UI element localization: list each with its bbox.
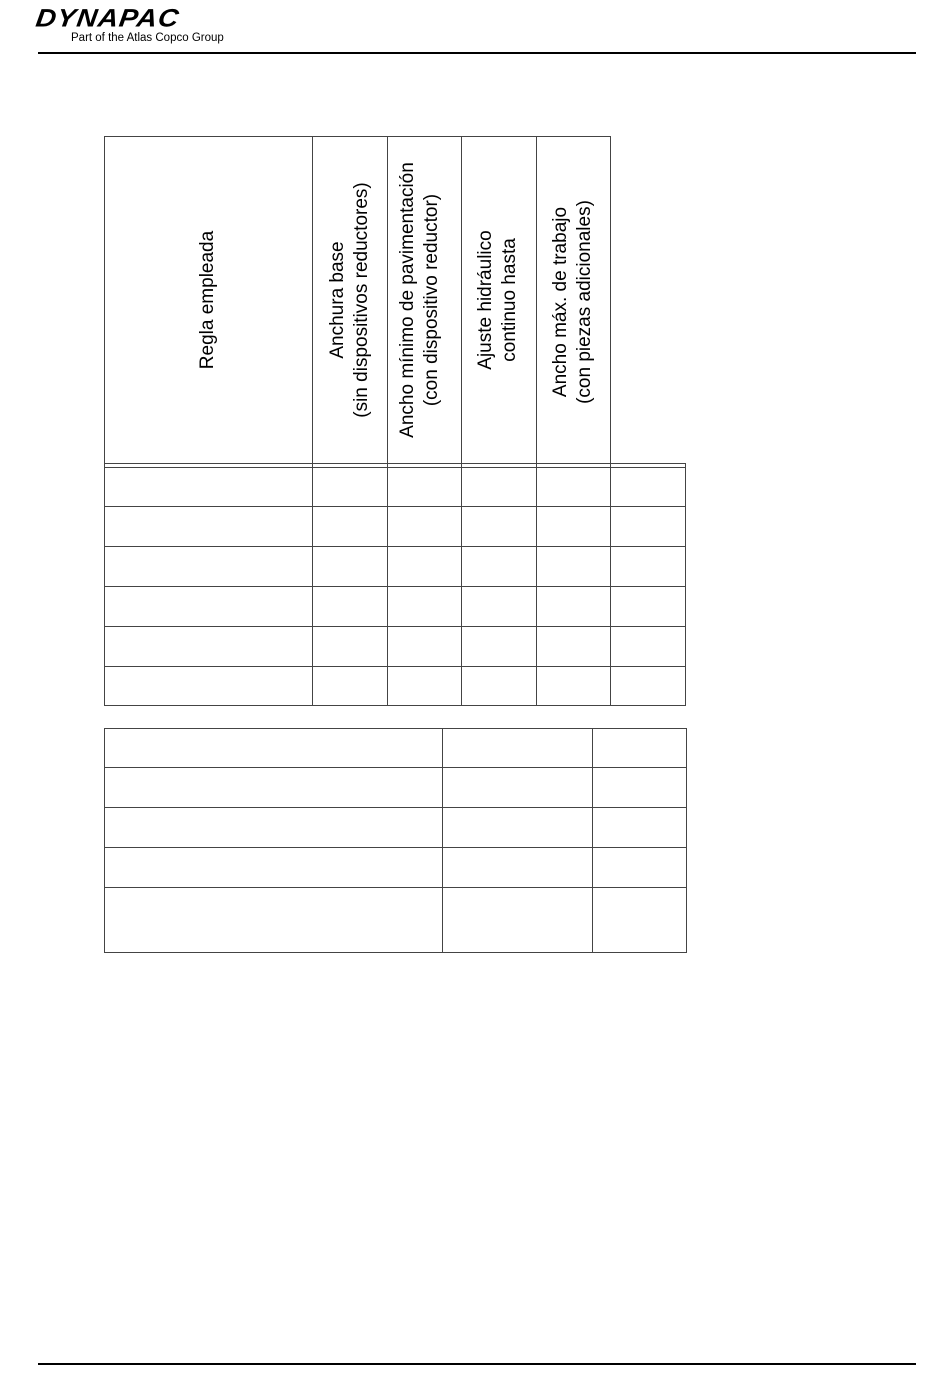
- table2-row-line: [104, 807, 687, 808]
- table1-col-divider: [387, 136, 388, 706]
- table1-row-line: [104, 506, 686, 507]
- table1-header-rule: [104, 463, 686, 464]
- table1-row-line: [104, 546, 686, 547]
- dynapac-logo: [34, 4, 258, 48]
- table2-col-divider: [442, 728, 443, 953]
- header-ajuste-hidraulico: Ajuste hidráulico continuo hasta: [475, 230, 520, 370]
- header-ancho-minimo: Ancho mínimo de pavimentación (con dispositivo reductor): [397, 162, 442, 438]
- header-anchura-base: Anchura base (sin dispositivos reductores): [327, 182, 372, 418]
- header-regla-empleada: Regla empleada: [197, 230, 218, 370]
- table1-row-line: [104, 626, 686, 627]
- table1-border-top: [104, 136, 611, 137]
- table1-col-divider: [536, 136, 537, 706]
- table2-border-bottom: [104, 952, 687, 953]
- table1-border-left: [104, 136, 105, 706]
- table2-row-line: [104, 887, 687, 888]
- table1-border-bottom: [104, 705, 686, 706]
- brand-tagline: Part of the Atlas Copco Group: [71, 32, 224, 44]
- table2-row-line: [104, 847, 687, 848]
- table1-row-line: [104, 666, 686, 667]
- table2-border-top: [104, 728, 687, 729]
- table1-col-divider: [461, 136, 462, 706]
- table1-col-divider: [312, 136, 313, 706]
- table1-border-right: [685, 463, 686, 706]
- header-rule: [38, 52, 916, 54]
- table1-row-line: [104, 586, 686, 587]
- table2-row-line: [104, 767, 687, 768]
- footer-rule: [38, 1363, 916, 1365]
- brand-name: DYNAPAC: [34, 4, 182, 32]
- table1-header-rule: [104, 467, 686, 468]
- table2-border-left: [104, 728, 105, 953]
- table1-col-divider: [610, 136, 611, 706]
- table2-col-divider: [592, 728, 593, 953]
- table2-border-right: [686, 728, 687, 953]
- header-ancho-maximo: Ancho máx. de trabajo (con piezas adicionales): [550, 200, 595, 404]
